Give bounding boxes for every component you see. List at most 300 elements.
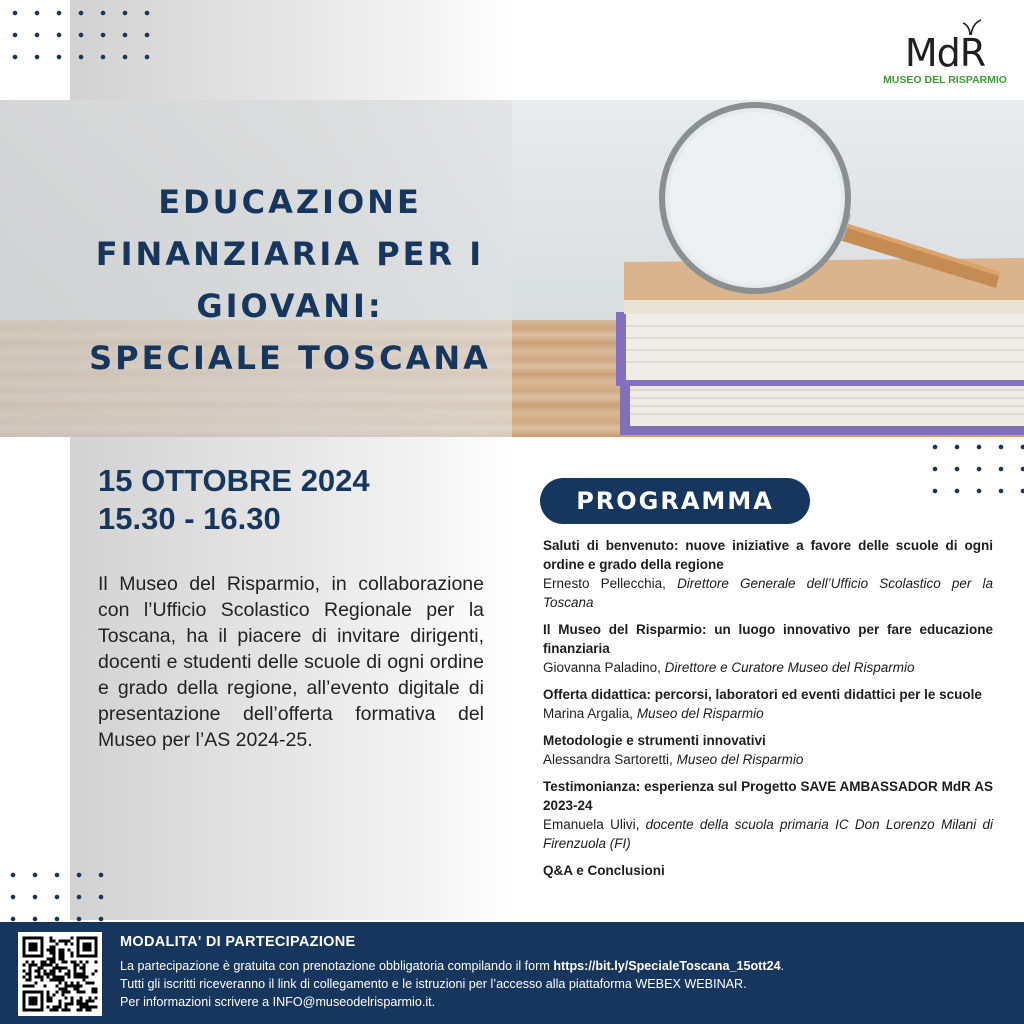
qr-module	[86, 946, 89, 949]
qr-module	[47, 994, 50, 997]
qr-module	[95, 961, 98, 964]
qr-module	[35, 1003, 38, 1006]
qr-module	[89, 1000, 92, 1003]
program-item-speaker	[543, 574, 993, 612]
qr-module	[62, 949, 65, 952]
qr-module	[62, 988, 65, 991]
qr-module	[23, 955, 26, 958]
qr-module	[53, 1006, 56, 1009]
program-item-title: Saluti di benvenuto: nuove iniziative a favore delle scuole di ogni ordine e grado della regione	[543, 538, 993, 572]
speaker-role: Museo del Risparmio	[636, 706, 764, 721]
qr-module	[59, 976, 62, 979]
qr-module	[92, 1000, 95, 1003]
mdr-logo	[880, 14, 1010, 94]
qr-module	[71, 955, 74, 958]
qr-module	[86, 943, 89, 946]
qr-module	[50, 979, 53, 982]
program-item-title: Metodologie e strumenti innovativi	[543, 733, 766, 748]
qr-module	[35, 997, 38, 1000]
qr-module	[35, 955, 38, 958]
qr-module	[29, 979, 32, 982]
qr-module	[59, 958, 62, 961]
qr-module	[32, 964, 35, 967]
qr-module	[77, 949, 80, 952]
participation-line-1-text: La partecipazione è gratuita con prenotazione obbligatoria compilando il form	[120, 959, 554, 973]
qr-module	[74, 970, 77, 973]
qr-module	[92, 1006, 95, 1009]
speaker-role: Museo del Risparmio	[676, 752, 804, 767]
qr-module	[86, 982, 89, 985]
qr-module	[35, 982, 38, 985]
qr-module	[29, 955, 32, 958]
qr-module	[86, 949, 89, 952]
qr-module	[80, 1000, 83, 1003]
speaker-name: Marina Argalia,	[543, 706, 634, 721]
qr-module	[68, 970, 71, 973]
qr-module	[38, 967, 41, 970]
qr-module	[41, 952, 44, 955]
qr-module	[41, 991, 44, 994]
qr-module	[80, 985, 83, 988]
qr-module	[35, 991, 38, 994]
qr-module	[26, 1009, 29, 1012]
qr-module	[80, 955, 83, 958]
qr-module	[77, 1000, 80, 1003]
qr-module	[83, 976, 86, 979]
program-item	[543, 536, 993, 612]
qr-module	[23, 964, 26, 967]
qr-module	[86, 955, 89, 958]
qr-module	[62, 940, 65, 943]
qr-module	[83, 964, 86, 967]
qr-module	[29, 949, 32, 952]
program-item	[543, 620, 993, 677]
qr-module	[59, 970, 62, 973]
qr-module	[35, 970, 38, 973]
qr-module	[50, 970, 53, 973]
qr-module	[77, 955, 80, 958]
qr-module	[29, 991, 32, 994]
qr-module	[68, 1009, 71, 1012]
program-item-title: Il Museo del Risparmio: un luogo innovativo per fare educazione finanziaria	[543, 622, 993, 656]
qr-module	[26, 961, 29, 964]
event-date: 15 OTTOBRE 2024	[98, 463, 370, 498]
books-magnifier-illustration	[600, 100, 1024, 437]
qr-module	[68, 976, 71, 979]
qr-module	[74, 988, 77, 991]
program-item	[543, 777, 993, 853]
qr-module	[95, 940, 98, 943]
qr-module	[41, 964, 44, 967]
qr-module	[89, 997, 92, 1000]
qr-module	[23, 991, 26, 994]
qr-module	[62, 961, 65, 964]
qr-module	[77, 985, 80, 988]
qr-module	[47, 976, 50, 979]
program-item-title: Q&A e Conclusioni	[543, 863, 665, 878]
qr-module	[92, 973, 95, 976]
program-item-speaker	[543, 815, 993, 853]
qr-module	[95, 937, 98, 940]
qr-module	[83, 991, 86, 994]
qr-module	[65, 1003, 68, 1006]
qr-module	[83, 937, 86, 940]
qr-module	[56, 964, 59, 967]
qr-module	[53, 976, 56, 979]
qr-module	[23, 937, 26, 940]
qr-module	[41, 1009, 44, 1012]
qr-module	[62, 976, 65, 979]
qr-module	[83, 946, 86, 949]
qr-module	[53, 970, 56, 973]
qr-module	[65, 973, 68, 976]
qr-module	[65, 943, 68, 946]
qr-module	[23, 994, 26, 997]
qr-module	[74, 976, 77, 979]
qr-module	[92, 937, 95, 940]
qr-module	[77, 973, 80, 976]
program-item-speaker	[543, 704, 993, 723]
speaker-name: Ernesto Pellecchia,	[543, 576, 666, 591]
qr-module	[71, 1000, 74, 1003]
qr-module	[26, 985, 29, 988]
qr-module	[71, 961, 74, 964]
qr-module	[74, 961, 77, 964]
logo-name: MUSEO DEL RISPARMIO	[883, 74, 1007, 86]
program-item-title: Offerta didattica: percorsi, laboratori ed eventi didattici per le scuole	[543, 687, 982, 702]
qr-module	[89, 982, 92, 985]
qr-module	[86, 1009, 89, 1012]
qr-module	[65, 961, 68, 964]
qr-module	[77, 976, 80, 979]
qr-module	[26, 979, 29, 982]
qr-module	[68, 1003, 71, 1006]
qr-module	[56, 976, 59, 979]
qr-module	[89, 937, 92, 940]
qr-module	[32, 997, 35, 1000]
qr-module	[32, 955, 35, 958]
qr-module	[89, 1009, 92, 1012]
qr-module	[95, 943, 98, 946]
participation-line-3: Per informazioni scrivere a INFO@museodelrisparmio.it.	[120, 995, 436, 1009]
qr-module	[47, 958, 50, 961]
qr-module	[59, 979, 62, 982]
qr-module	[83, 955, 86, 958]
qr-module	[53, 961, 56, 964]
qr-module	[77, 991, 80, 994]
qr-module	[74, 973, 77, 976]
qr-module	[47, 949, 50, 952]
qr-module	[41, 949, 44, 952]
qr-module	[32, 985, 35, 988]
qr-module	[29, 1003, 32, 1006]
qr-module	[80, 937, 83, 940]
qr-module	[32, 949, 35, 952]
qr-module	[41, 1003, 44, 1006]
qr-module	[50, 937, 53, 940]
qr-module	[29, 967, 32, 970]
qr-module	[26, 937, 29, 940]
qr-module	[92, 991, 95, 994]
qr-module	[65, 1006, 68, 1009]
qr-module	[32, 943, 35, 946]
decorative-dots-bottom-left	[2, 864, 120, 922]
qr-module	[83, 949, 86, 952]
qr-module	[59, 982, 62, 985]
qr-module	[44, 985, 47, 988]
qr-module	[95, 946, 98, 949]
qr-module	[35, 1009, 38, 1012]
qr-module	[38, 973, 41, 976]
qr-module	[53, 940, 56, 943]
qr-module	[80, 1003, 83, 1006]
qr-module	[38, 955, 41, 958]
event-time: 15.30 - 16.30	[98, 501, 281, 536]
speaker-role: Direttore Generale dell’Ufficio Scolastico per la Toscana	[543, 576, 994, 610]
qr-module	[47, 964, 50, 967]
qr-code[interactable]	[18, 932, 102, 1016]
qr-module	[86, 976, 89, 979]
qr-module	[50, 952, 53, 955]
qr-module	[32, 937, 35, 940]
qr-module	[26, 955, 29, 958]
qr-module	[41, 940, 44, 943]
qr-module	[65, 940, 68, 943]
qr-module	[35, 976, 38, 979]
qr-module	[53, 955, 56, 958]
qr-module	[95, 949, 98, 952]
qr-module	[89, 1006, 92, 1009]
qr-module	[41, 961, 44, 964]
qr-module	[41, 976, 44, 979]
program-item	[543, 861, 993, 880]
qr-module	[95, 997, 98, 1000]
qr-module	[29, 943, 32, 946]
qr-module	[29, 970, 32, 973]
qr-module	[53, 973, 56, 976]
qr-module	[62, 994, 65, 997]
qr-module	[95, 988, 98, 991]
qr-module	[86, 1000, 89, 1003]
qr-module	[83, 943, 86, 946]
program-list	[543, 536, 993, 888]
qr-module	[32, 1000, 35, 1003]
qr-module	[50, 1000, 53, 1003]
qr-module	[23, 1003, 26, 1006]
qr-module	[59, 1000, 62, 1003]
qr-module	[35, 964, 38, 967]
qr-module	[83, 973, 86, 976]
qr-module	[29, 1000, 32, 1003]
decorative-dots-right	[924, 436, 1024, 494]
qr-module	[77, 946, 80, 949]
qr-module	[59, 988, 62, 991]
qr-module	[62, 967, 65, 970]
qr-module	[35, 946, 38, 949]
qr-module	[65, 967, 68, 970]
qr-module	[89, 943, 92, 946]
qr-module	[35, 943, 38, 946]
speaker-name: Emanuela Ulivi,	[543, 817, 640, 832]
qr-module	[77, 988, 80, 991]
qr-module	[53, 949, 56, 952]
qr-module	[80, 991, 83, 994]
qr-module	[71, 952, 74, 955]
qr-module	[92, 955, 95, 958]
qr-module	[77, 982, 80, 985]
qr-module	[89, 949, 92, 952]
qr-module	[50, 1009, 53, 1012]
qr-module	[86, 1006, 89, 1009]
qr-module	[32, 961, 35, 964]
participation-line-2: Tutti gli iscritti riceveranno il link di collegamento e le istruzioni per l’accesso alla piattaforma WEBEX WEBINAR.	[120, 977, 747, 991]
qr-module	[32, 1009, 35, 1012]
qr-module	[23, 997, 26, 1000]
qr-module	[71, 943, 74, 946]
qr-module	[95, 1006, 98, 1009]
qr-module	[71, 982, 74, 985]
qr-module	[23, 946, 26, 949]
qr-module	[71, 997, 74, 1000]
qr-module	[62, 991, 65, 994]
qr-module	[56, 1006, 59, 1009]
qr-module	[95, 991, 98, 994]
qr-module	[59, 967, 62, 970]
participation-line-1	[120, 957, 1010, 975]
qr-module	[41, 1000, 44, 1003]
qr-module	[32, 991, 35, 994]
qr-module	[50, 949, 53, 952]
qr-module	[47, 997, 50, 1000]
qr-module	[65, 988, 68, 991]
speaker-role: Direttore e Curatore Museo del Risparmio	[664, 660, 915, 675]
qr-module	[44, 964, 47, 967]
qr-module	[62, 952, 65, 955]
program-item	[543, 685, 993, 723]
qr-module	[95, 955, 98, 958]
qr-module	[77, 940, 80, 943]
qr-code-icon	[18, 932, 102, 1016]
qr-module	[68, 949, 71, 952]
qr-module	[59, 1006, 62, 1009]
qr-module	[23, 1006, 26, 1009]
qr-module	[29, 937, 32, 940]
qr-module	[65, 991, 68, 994]
qr-module	[53, 967, 56, 970]
qr-module	[56, 985, 59, 988]
program-item-title: Testimonianza: esperienza sul Progetto SAVE AMBASSADOR MdR AS 2023-24	[543, 779, 993, 813]
qr-module	[86, 1003, 89, 1006]
qr-module	[38, 991, 41, 994]
qr-module	[74, 967, 77, 970]
speaker-name: Alessandra Sartoretti,	[543, 752, 673, 767]
qr-module	[62, 958, 65, 961]
qr-module	[50, 973, 53, 976]
speaker-name: Giovanna Paladino,	[543, 660, 661, 675]
qr-module	[41, 997, 44, 1000]
registration-link[interactable]: https://bit.ly/SpecialeToscana_15ott24	[553, 959, 781, 973]
speaker-role: docente della scuola primaria IC Don Lorenzo Milani di Firenzuola (FI)	[543, 817, 993, 851]
qr-module	[71, 985, 74, 988]
qr-module	[68, 973, 71, 976]
qr-module	[74, 964, 77, 967]
sprout-icon	[962, 18, 982, 36]
qr-module	[38, 970, 41, 973]
qr-module	[56, 1009, 59, 1012]
qr-module	[77, 937, 80, 940]
qr-module	[89, 955, 92, 958]
qr-module	[23, 970, 26, 973]
qr-module	[23, 976, 26, 979]
qr-module	[47, 1006, 50, 1009]
qr-module	[41, 1006, 44, 1009]
qr-module	[23, 952, 26, 955]
qr-module	[38, 976, 41, 979]
qr-module	[92, 988, 95, 991]
qr-module	[86, 937, 89, 940]
participation-text	[120, 957, 1010, 1011]
qr-module	[68, 991, 71, 994]
qr-module	[29, 973, 32, 976]
qr-module	[86, 961, 89, 964]
qr-module	[29, 997, 32, 1000]
qr-module	[53, 979, 56, 982]
qr-module	[77, 952, 80, 955]
qr-module	[80, 967, 83, 970]
qr-module	[68, 985, 71, 988]
qr-module	[44, 973, 47, 976]
title-line-3: GIOVANI:	[196, 287, 384, 325]
decorative-dots-top-left	[4, 2, 154, 72]
qr-module	[35, 1000, 38, 1003]
qr-module	[32, 1003, 35, 1006]
qr-module	[95, 970, 98, 973]
qr-module	[83, 970, 86, 973]
title-line-2: FINANZIARIA PER I	[95, 235, 485, 273]
title-line-1: EDUCAZIONE	[158, 183, 422, 221]
qr-module	[80, 976, 83, 979]
qr-module	[83, 1003, 86, 1006]
qr-module	[53, 1009, 56, 1012]
qr-module	[32, 946, 35, 949]
qr-module	[83, 1006, 86, 1009]
qr-module	[23, 985, 26, 988]
qr-module	[26, 973, 29, 976]
qr-module	[41, 979, 44, 982]
qr-module	[23, 943, 26, 946]
qr-module	[62, 979, 65, 982]
page-title	[70, 176, 510, 384]
logo-mark: MdR	[904, 31, 986, 75]
qr-module	[50, 997, 53, 1000]
qr-module	[47, 973, 50, 976]
qr-module	[83, 967, 86, 970]
qr-module	[50, 964, 53, 967]
qr-module	[80, 997, 83, 1000]
qr-module	[29, 976, 32, 979]
qr-module	[65, 982, 68, 985]
qr-module	[53, 958, 56, 961]
qr-module	[23, 1009, 26, 1012]
program-heading: PROGRAMMA	[540, 478, 810, 524]
qr-module	[77, 964, 80, 967]
qr-module	[68, 940, 71, 943]
qr-module	[56, 991, 59, 994]
qr-module	[59, 1003, 62, 1006]
qr-module	[50, 961, 53, 964]
qr-module	[41, 967, 44, 970]
qr-module	[59, 952, 62, 955]
